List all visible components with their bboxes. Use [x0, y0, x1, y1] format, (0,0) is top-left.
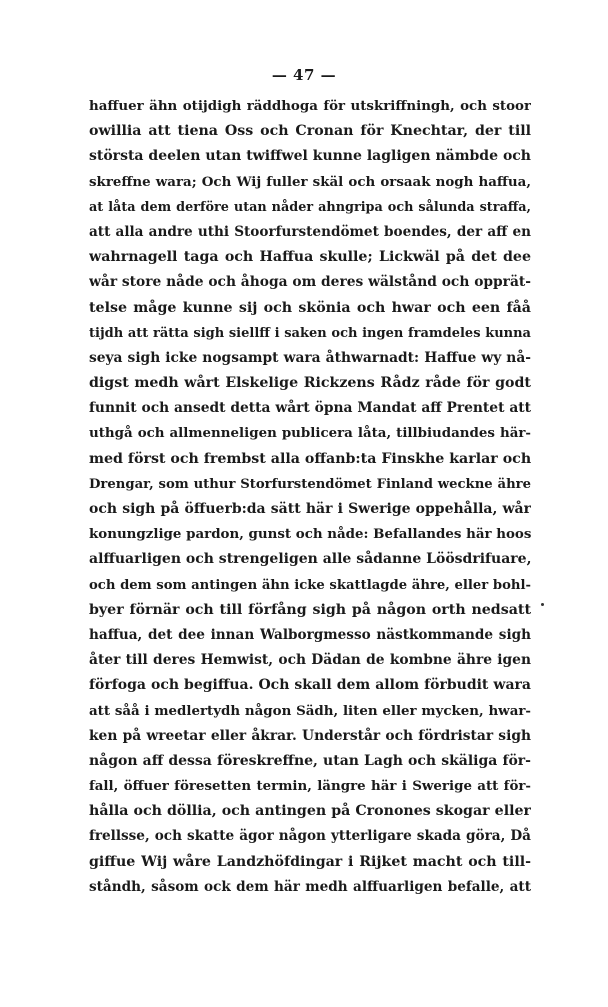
text-line: frellsse, och skatte ägor någon ytterligare skada göra, Då [89, 828, 531, 845]
text-line: alffuarligen och strengeligen alle sådanne Löösdrifuare, [89, 551, 531, 568]
text-line: at låta dem derföre utan nåder ahngripa och sålunda straffa, [89, 199, 531, 215]
text-line: att såå i medlertydh någon Sädh, liten eller mycken, hwar- [89, 702, 531, 719]
text-line: och dem som antingen ähn icke skattlagde ähre, eller bohl- [89, 577, 531, 593]
print-speck [541, 603, 544, 606]
page-number: — 47 — [271, 66, 337, 84]
text-line: giffue Wij wåre Landzhöfdingar i Rijket macht och till- [89, 853, 531, 870]
text-line: skreffne wara; Och Wij fuller skäl och orsaak nogh haffua, [89, 173, 531, 190]
text-line: seya sigh icke nogsampt wara åthwarnadt: Haffue wy nå- [89, 349, 531, 366]
text-line: haffuer ähn otijdigh räddhoga för utskriffningh, och stoor [89, 98, 531, 114]
text-line: uthgå och allmenneligen publicera låta, tillbiudandes här- [89, 425, 531, 442]
text-line: och sigh på öffuerb:da sätt här i Swerige oppehålla, wår [89, 501, 531, 517]
text-line: digst medh wårt Elskelige Rickzens Rådz råde för godt [89, 375, 531, 392]
text-line: haffua, det dee innan Walborgmesso nästkommande sigh [89, 626, 531, 643]
text-line: att alla andre uthi Stoorfurstendömet boendes, der aff en [89, 223, 531, 240]
text-line: största deelen utan twiffwel kunne lagligen nämbde och [89, 148, 531, 165]
text-line: Drengar, som uthur Storfurstendömet Finland weckne ähre [89, 476, 531, 492]
text-line: ståndh, såsom ock dem här medh alffuarligen befalle, att [89, 878, 531, 895]
text-line: hålla och döllia, och antingen på Cronones skogar eller [89, 803, 531, 820]
text-line: förfoga och begiffua. Och skall dem allom förbudit wara [89, 677, 531, 694]
text-line: konungzlige pardon, gunst och nåde: Befallandes här hoos [89, 526, 531, 543]
text-line: någon aff dessa föreskreffne, utan Lagh och skäliga för- [89, 752, 531, 769]
text-line: med först och frembst alla offanb:ta Finskhe karlar och [89, 450, 531, 467]
text-line: byer förnär och till förfång sigh på någon orth nedsatt [89, 601, 531, 618]
text-line: owillia att tiena Oss och Cronan för Knechtar, der till [89, 123, 531, 140]
text-line: åter till deres Hemwist, och Dädan de kombne ähre igen [89, 652, 531, 669]
text-line: funnit och ansedt detta wårt öpna Mandat aff Prentet att [89, 400, 531, 417]
text-line: wår store nåde och åhoga om deres wälstånd och opprät- [89, 274, 531, 291]
text-line: fall, öffuer föresetten termin, längre här i Swerige att för- [89, 778, 531, 795]
text-line: ken på wreetar eller åkrar. Understår och fördristar sigh [89, 727, 531, 744]
text-line: wahrnagell taga och Haffua skulle; Lickwäl på det dee [89, 249, 531, 266]
body-text [89, 94, 531, 900]
text-line: tijdh att rätta sigh siellff i saken och ingen framdeles kunna [89, 325, 531, 341]
text-line: telse måge kunne sij och skönia och hwar och een fåå [89, 299, 531, 316]
